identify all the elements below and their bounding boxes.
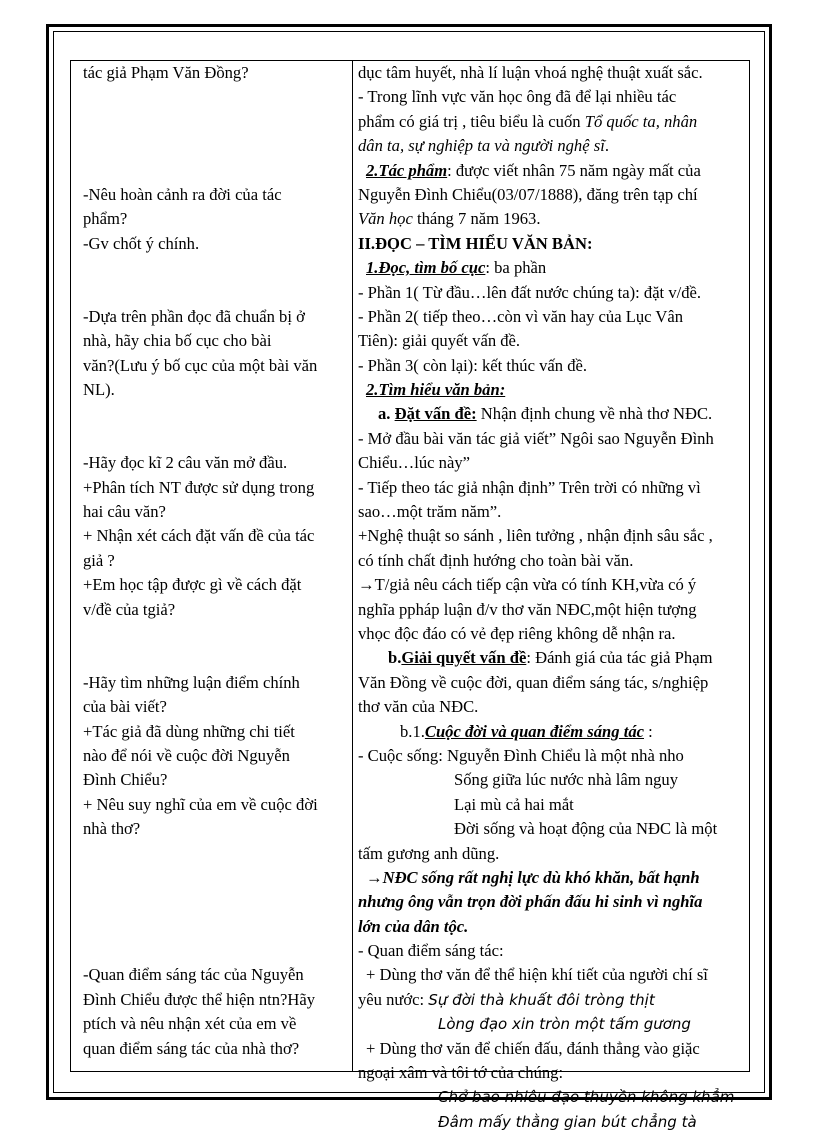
item-marker: a. — [378, 404, 395, 424]
content-line: - Tiếp theo tác giả nhận định” Trên trời có những vì — [358, 477, 701, 497]
left-line: -Quan điểm sáng tác của Nguyễn — [83, 965, 304, 985]
content-line — [358, 110, 750, 134]
content-line — [358, 720, 750, 744]
content-line: - Cuộc sống: Nguyễn Đình Chiểu là một nhà nho — [358, 745, 684, 765]
left-line: v/đề của tgiả? — [83, 599, 176, 619]
subsection-heading: 2.Tìm hiểu văn bản: — [366, 380, 506, 400]
content-line: Lại mù cả hai mắt — [454, 794, 574, 814]
poem-line: Lòng đạo xin tròn một tấm gương — [438, 1015, 691, 1034]
subsection-heading: 1.Đọc, tìm bố cục — [366, 258, 486, 278]
content-text: tháng 7 năm 1963. — [412, 209, 541, 229]
content-line — [358, 988, 750, 1012]
left-line: tác giả Phạm Văn Đồng? — [83, 63, 249, 82]
left-line: NL). — [83, 380, 115, 400]
teacher-questions-column — [83, 61, 345, 1061]
content-line — [358, 207, 750, 231]
item-heading: Đặt vấn đề: — [394, 404, 477, 424]
content-text: : — [644, 721, 653, 741]
content-line: Nguyễn Đình Chiểu(03/07/1888), đăng trên tạp chí — [358, 184, 698, 204]
left-line: Đình Chiểu được thể hiện ntn?Hãy — [83, 989, 316, 1009]
content-line: tấm gương anh dũng. — [358, 843, 500, 863]
content-line: sao…một trăm năm”. — [358, 502, 502, 522]
content-text: : Đánh giá của tác giả Phạm — [526, 648, 713, 668]
content-text: phẩm có giá trị , tiêu biểu là cuốn — [358, 111, 585, 131]
poem-line: Đâm mấy thằng gian bút chẳng tà — [438, 1112, 697, 1131]
item-marker: b. — [388, 648, 402, 668]
left-line: hai câu văn? — [83, 502, 166, 522]
journal-title: Văn học — [358, 209, 413, 229]
left-line: quan điểm sáng tác của nhà thơ? — [83, 1038, 300, 1058]
left-line: -Hãy tìm những luận điểm chính — [83, 672, 300, 692]
item-heading: Giải quyết vấn đề — [401, 648, 527, 668]
content-line: nghĩa ppháp luận đ/v thơ văn NĐC,một hiện tượng — [358, 599, 697, 619]
content-line: - Phần 2( tiếp theo…còn vì văn hay của Lục Vân — [358, 306, 684, 326]
content-line: - Mở đầu bài văn tác giả viết” Ngôi sao Nguyễn Đình — [358, 428, 714, 448]
left-line: -Gv chốt ý chính. — [83, 233, 200, 253]
book-title-cont: dân ta, sự nghiệp ta và người nghệ sĩ — [358, 136, 605, 156]
content-line: - Quan điểm sáng tác: — [358, 941, 504, 961]
content-line: - Trong lĩnh vực văn học ông đã để lại nhiều tác — [358, 87, 677, 107]
section-heading: 2.Tác phẩm — [366, 160, 448, 180]
conclusion-line: →NĐC sống rất nghị lực dù khó khăn, bất hạnh — [366, 867, 700, 887]
left-line: của bài viết? — [83, 697, 167, 717]
poem-line: Chở bao nhiêu đạo thuyền không khẳm — [438, 1088, 735, 1107]
content-text: Nhận định chung về nhà thơ NĐC. — [476, 404, 713, 424]
column-divider — [352, 61, 353, 1071]
left-line: văn?(Lưu ý bố cục của một bài văn — [83, 355, 318, 375]
content-line: - Phần 3( còn lại): kết thúc vấn đề. — [358, 355, 588, 375]
content-line: - Phần 1( Từ đầu…lên đất nước chúng ta): đặt v/đề. — [358, 282, 702, 302]
content-line: có tính chất định hướng cho toàn bài văn. — [358, 550, 634, 570]
lesson-content-column — [358, 61, 750, 1134]
left-line: nhà, hãy chia bố cục cho bài — [83, 331, 272, 351]
content-text: : ba phần — [485, 258, 547, 278]
lesson-table — [70, 60, 750, 1131]
left-line: -Dựa trên phần đọc đã chuẩn bị ở — [83, 306, 305, 326]
content-line: Chiểu…lúc này” — [358, 453, 470, 473]
content-line: Đời sống và hoạt động của NĐC là một — [454, 819, 718, 839]
content-line: Sống giữa lúc nước nhà lâm nguy — [454, 770, 679, 790]
book-title: Tổ quốc ta, nhân — [584, 111, 698, 131]
left-line: + Nhận xét cách đặt vấn đề của tác — [83, 526, 315, 546]
content-text: yêu nước: — [358, 989, 429, 1009]
item-marker: b.1. — [400, 721, 425, 741]
left-line: +Em học tập được gì về cách đặt — [83, 575, 302, 595]
content-text: . — [604, 136, 609, 156]
content-line: dục tâm huyết, nhà lí luận vhoá nghệ thuật xuất sắc. — [358, 63, 703, 82]
left-line: Đình Chiểu? — [83, 770, 168, 790]
left-line: nhà thơ? — [83, 819, 141, 839]
content-line — [358, 134, 750, 158]
conclusion-line: lớn của dân tộc. — [358, 916, 469, 936]
left-line: phẩm? — [83, 209, 128, 229]
content-line: Tiên): giải quyết vấn đề. — [358, 331, 521, 351]
left-line: nào để nói về cuộc đời Nguyễn — [83, 745, 290, 765]
left-line: ptích và nêu nhận xét của em về — [83, 1014, 297, 1034]
content-line: thơ văn của NĐC. — [358, 697, 479, 717]
content-line: + Dùng thơ văn để chiến đấu, đánh thẳng vào giặc — [366, 1038, 700, 1058]
left-line: +Phân tích NT được sử dụng trong — [83, 477, 315, 497]
section-heading: II.ĐỌC – TÌM HIỂU VĂN BẢN: — [358, 233, 593, 253]
content-line — [358, 256, 750, 280]
left-line: + Nêu suy nghĩ của em về cuộc đời — [83, 794, 318, 814]
content-text: : được viết nhân 75 năm ngày mất của — [447, 160, 701, 180]
poem-line: Sự đời thà khuất đôi tròng thịt — [428, 990, 655, 1009]
content-line: + Dùng thơ văn để thể hiện khí tiết của người chí sĩ — [366, 965, 708, 985]
content-line — [358, 646, 750, 670]
left-line: +Tác giả đã dùng những chi tiết — [83, 721, 295, 741]
left-line: -Hãy đọc kĩ 2 câu văn mở đầu. — [83, 453, 288, 473]
left-line: giả ? — [83, 550, 115, 570]
content-line: vhọc độc đáo có vẻ đẹp riêng không dễ nhận ra. — [358, 623, 676, 643]
item-heading: Cuộc đời và quan điểm sáng tác — [424, 721, 644, 741]
content-line — [358, 402, 750, 426]
content-line: ngoại xâm và tôi tớ của chúng: — [358, 1063, 564, 1083]
content-line — [358, 159, 750, 183]
content-line: +Nghệ thuật so sánh , liên tưởng , nhận định sâu sắc , — [358, 526, 713, 546]
content-line: Văn Đồng về cuộc đời, quan điểm sáng tác, s/nghiệp — [358, 672, 709, 692]
content-line: →T/giả nêu cách tiếp cận vừa có tính KH,vừa có ý — [358, 575, 697, 595]
conclusion-line: nhưng ông vẫn trọn đời phấn đấu hi sinh vì nghĩa — [358, 892, 703, 912]
left-line: -Nêu hoàn cảnh ra đời của tác — [83, 184, 282, 204]
